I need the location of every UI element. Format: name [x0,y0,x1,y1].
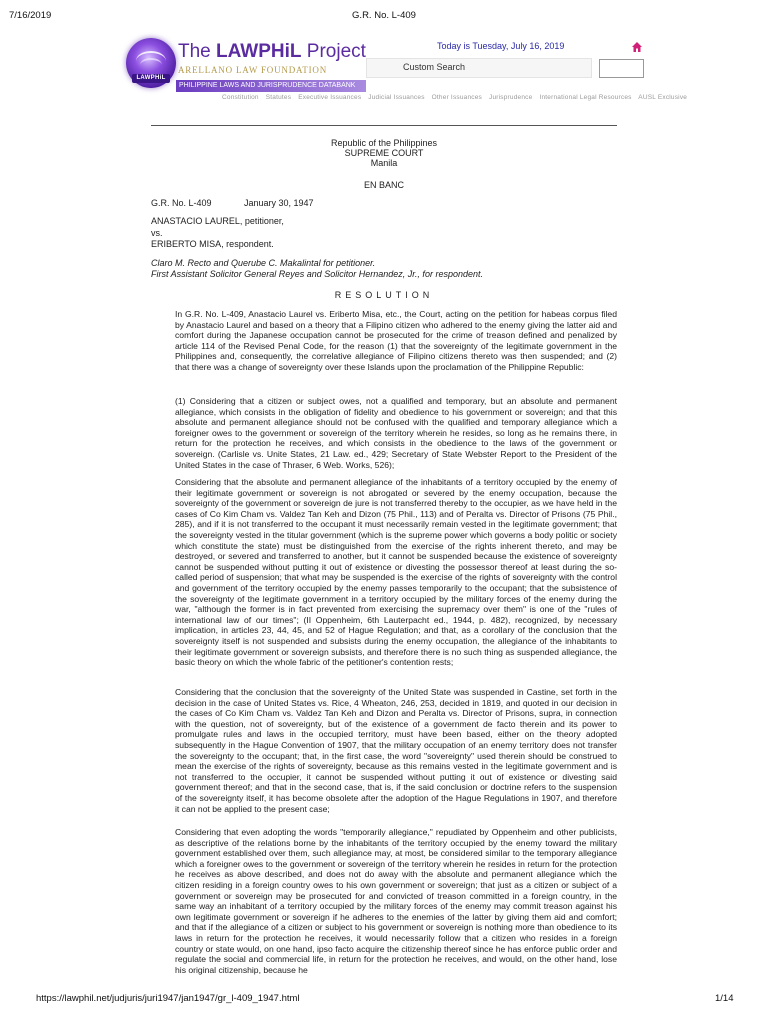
gr-number: G.R. No. L-409 [151,198,212,208]
counsel-respondent: First Assistant Solicitor General Reyes and Solicitor Hernandez, Jr., for respondent. [151,269,483,279]
nav-jurisprudence[interactable]: Jurisprudence [489,94,533,101]
page-number: 1/14 [715,993,734,1004]
nav-other-issuances[interactable]: Other Issuances [431,94,482,101]
home-icon[interactable] [631,41,643,53]
site-logo[interactable] [126,38,366,98]
resolution-heading: RESOLUTION [334,290,434,300]
print-date: 7/16/2019 [9,10,52,21]
nav-ausl-exclusive[interactable]: AUSL Exclusive [638,94,688,101]
search-button[interactable] [599,59,644,78]
logo-emblem-icon [126,38,176,88]
paragraph-5: Considering that even adopting the words "temporarily allegiance," repudiated by Oppenheim and other publicists, as descriptive of the relations borne by the inhabitants of the territory occupied by the enemy toward the military government established over them, such allegiance may, at most, be considered similar to the temporary allegiance which a foreigner owes to the government or sovereign of the territory wherein he resides in return for the protection he receives as above described, and does not do away with the absolute and permanent allegiance which the citizen residing in a foreign country owes to his own government or sovereign; that just as a citizen or subject of a government or sovereign may be prosecuted for and convicted of treason committed in a foreign country, in the same way an inhabitant of a territory occupied by the military forces of the enemy may commit treason against his own legitimate government or sovereign if he adheres to the enemies of the latter by giving them aid and comfort; and that if the allegiance of a citizen or subject to his government or sovereign is nothing more than obedience to its laws in return for the protection he receives, it would necessarily follow that a citizen who resides in a foreign country or state would, on one hand, ipso facto acquire the citizenship thereof since he has enforce public order and regulate the social and commercial life, in return for the protection he receives, and would, on the other hand, lose his original citizenship, because he [175,827,617,975]
counsel-petitioner: Claro M. Recto and Querube C. Makalintal for petitioner. [151,258,376,268]
main-nav [222,94,692,101]
decision-date: January 30, 1947 [244,198,314,208]
logo-badge: LAWPHiL [132,74,170,83]
site-subtitle: ARELLANO LAW FOUNDATION [178,65,328,75]
page-url: https://lawphil.net/judjuris/juri1947/jan1947/gr_l-409_1947.html [36,993,300,1004]
nav-judicial-issuances[interactable]: Judicial Issuances [368,94,425,101]
paragraph-3: Considering that the absolute and permanent allegiance of the inhabitants of a territory occupied by the enemy of their legitimate government or sovereign is not abrogated or severed by the enemy occupation, because the sovereignty of the government or sovereign de jure is not transferred thereby to the occupier, as we have held in the cases of Co Kim Cham vs. Valdez Tan Keh and Dizon (75 Phil., 113) and of Peralta vs. Director of Prisons (75 Phil., 285), and if it is not transferred to the occupant it must necessarily remain vested in the legitimate government; that the sovereignty vested in the titular government (which is the supreme power which governs a body politic or society which constitute the state) must be distinguished from the exercise of the rights inherent thereto, and may be destroyed, or severed and transferred to another, but it cannot be suspended because the existence of sovereignty cannot be suspended without putting it out of existence or divesting the possessor thereof at least during the so-called period of suspension; that what may be suspended is the exercise of the rights of sovereignty with the control and government of the territory occupied by the enemy passes temporarily to the occupant; that the subsistence of the sovereignty of the legitimate government in a territory occupied by the military forces of the enemy during the war, "although the former is in fact prevented from exercising the supremacy over them" is one of the "rules of international law of our times"; (II Oppenheim, 6th Lauterpacht ed., 1944, p. 482), recognized, by necessary implication, in articles 23, 44, 45, and 52 of Hague Regulation; and that, as a corollary of the conclusion that the sovereignty itself is not suspended and subsists during the enemy occupation, the allegiance of the inhabitants to their legitimate government or sovereign subsists, and therefore there is no such thing as suspended allegiance, the basic theory on which the whole fabric of the petitioner's contention rests; [175,477,617,668]
nav-executive-issuances[interactable]: Executive Issuances [298,94,362,101]
banc-line: EN BANC [363,180,404,190]
print-header [0,10,768,24]
paragraph-1: In G.R. No. L-409, Anastacio Laurel vs. Eriberto Misa, etc., the Court, acting on the petition for habeas corpus filed by Anastacio Laurel and based on a theory that a Filipino citizen who adhered to the enemy giving the latter aid and comfort during the Japanese occupation cannot be prosecuted for the crime of treason defined and penalized by article 114 of the Revised Penal Code, for the reason (1) that the sovereignty of the legitimate government in the Philippines and, consequently, the correlative allegiance of Filipino citizens thereto was then suspended; and (2) that there was a change of sovereignty over these Islands upon the proclamation of the Philippine Republic: [175,309,617,372]
divider [151,125,617,126]
versus: vs. [151,228,163,238]
site-tagline: PHILIPPINE LAWS AND JURISPRUDENCE DATABANK [176,80,366,92]
nav-international-legal-resources[interactable]: International Legal Resources [539,94,632,101]
today-date: Today is Tuesday, July 16, 2019 [437,41,565,51]
republic-line: Republic of the Philippines [330,138,438,148]
paragraph-4: Considering that the conclusion that the sovereignty of the United State was suspended in Castine, set forth in the decision in the case of United States vs. Rice, 4 Wheaton, 246, 253, decided in 1819, and quoted in our decision in the cases of Co Kim Cham vs. Valdez Tan Keh and Dizon and Peralta vs. Director of Prisons, supra, in connection with the question, not of sovereignty, but of the existence of a government de facto therein and its power to promulgate rules and laws in the occupied territory, must have been based, either on the theory adopted subsequently in the Hague Convention of 1907, that the military occupation of an enemy territory does not transfer the sovereignty to the occupant; that, in the first case, the word "sovereignty" used therein should be construed to mean the exercise of the rights of sovereignty, because as this remains vested in the legitimate government and is not transferred to the occupier, it cannot be suspended without putting it out of existence or divesting said government thereof; and that in the second case, that is, if the said conclusion or doctrine refers to the suspension of the sovereignty itself, it has become obsolete after the adoption of the Hague Regulations in 1907, and therefore it can not be applied to the present case; [175,687,617,814]
petitioner: ANASTACIO LAUREL, petitioner, [151,216,284,226]
search-placeholder: Custom Search [403,62,466,72]
court-line: SUPREME COURT [344,148,424,158]
nav-constitution[interactable]: Constitution [222,94,259,101]
city-line: Manila [370,158,398,168]
print-title: G.R. No. L-409 [352,10,416,21]
search-input[interactable] [366,58,592,78]
nav-statutes[interactable]: Statutes [265,94,292,101]
paragraph-2: (1) Considering that a citizen or subject owes, not a qualified and temporary, but an absolute and permanent allegiance, which consists in the obligation of fidelity and obedience to his government or sovereign; and that this absolute and permanent allegiance should not be confused with the qualified and temporary allegiance which a foreigner owes to the government or sovereign of the territory wherein he resides, so long as he remains there, in return for the protection he receives, and which consists in the obedience to the laws of the government or sovereign. (Carlisle vs. Unite States, 21 Law. ed., 429; Secretary of State Webster Report to the President of the United States in the case of Thraser, 6 Web. Works, 526); [175,396,617,470]
respondent: ERIBERTO MISA, respondent. [151,239,274,249]
site-title: The LAWPHiL Project [178,41,366,62]
